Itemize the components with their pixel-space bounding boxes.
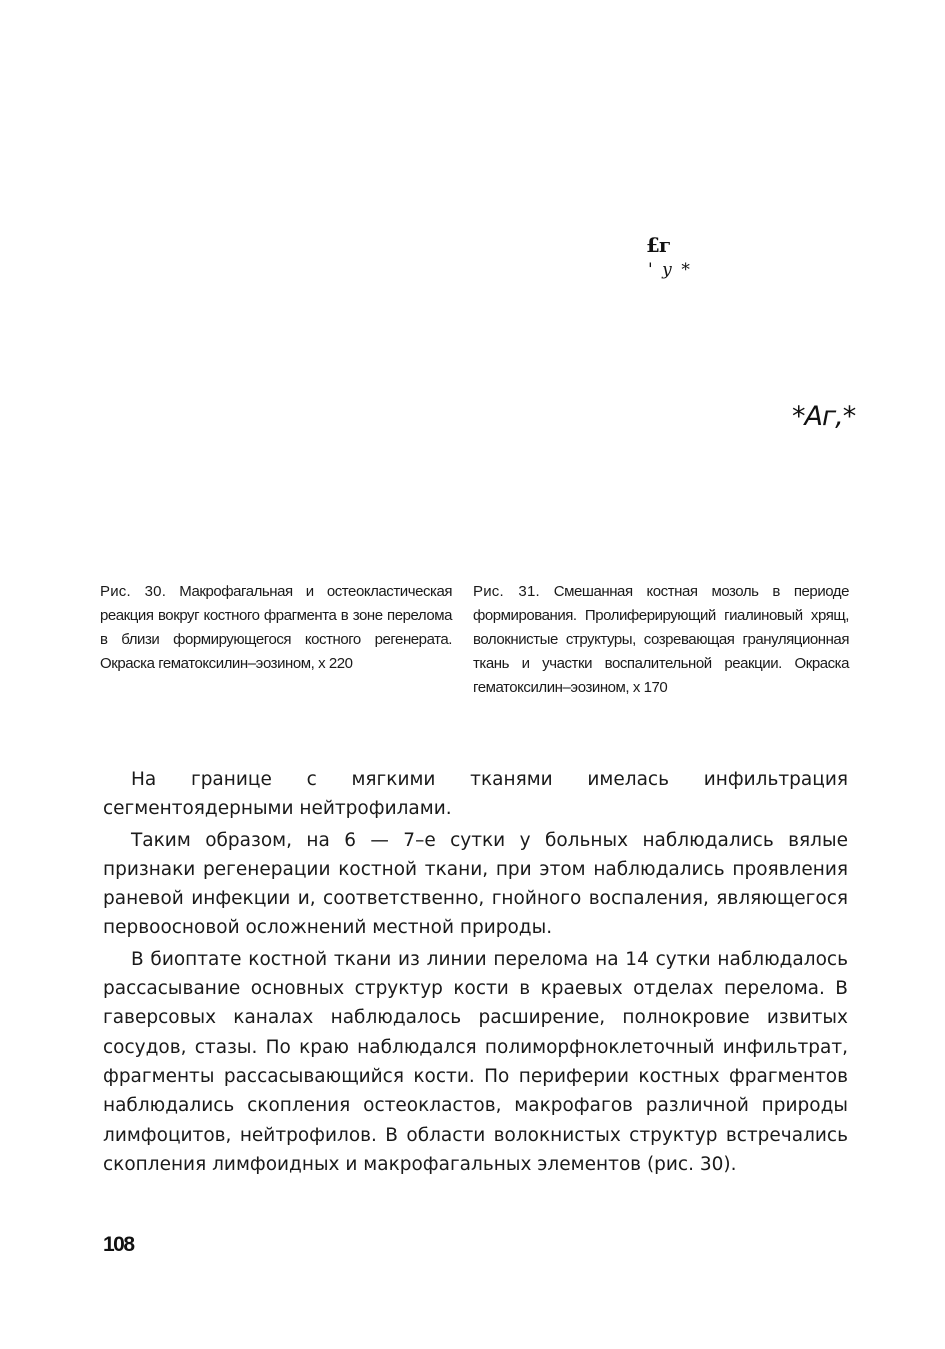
figure-caption-30 [100, 580, 452, 676]
page-number: 108 [103, 1233, 134, 1256]
figure-caption-31 [473, 580, 849, 700]
body-text [103, 765, 848, 1179]
body-paragraph-3: В биоптате костной ткани из линии перелома на 14 сутки наблюдалось рассасывание основных структур кости в краевых отделах перелома. В гаверсовых каналах наблюдалось расширение, полнокровие извитых сосудов, стазы. По краю наблюдался полиморфноклеточный инфильтрат, фрагменты рассасывающийся кости. По периферии костных фрагментов наблюдались скопления остеокластов, макрофагов различной природы лимфоцитов, нейтрофилов. В области волокнистых структур встречались скопления лимфоидных и макрофагальных элементов (рис. 30). [103, 948, 848, 1175]
figure-caption-31-text: Смешанная костная мозоль в периоде формирования. Пролиферирующий гиалиновый хрящ, волокнистые структуры, созревающая грануляционная ткань и участки воспалительной реакции. Окраска гематоксилин–эозином, х 170 [473, 583, 850, 696]
figure-caption-30-label: Рис. 30. [100, 583, 167, 600]
figure-artifact-text-2: ' у * [648, 260, 692, 280]
figure-artifact-text-3: *Аг,* [792, 401, 856, 432]
figure-caption-31-label: Рис. 31. [473, 583, 540, 600]
body-paragraph-1: На границе с мягкими тканями имелась инфильтрация сегментоядерными нейтрофилами. [103, 769, 848, 820]
figure-caption-30-text: Макрофагальная и остеокластическая реакция вокруг костного фрагмента в зоне перелома в близи формирующегося костного регенерата. Окраска гематоксилин–эозином, х 220 [100, 583, 453, 672]
body-paragraph-2: Таким образом, на 6 — 7–е сутки у больных наблюдались вялые признаки регенерации костной ткани, при этом наблюдались проявления раневой инфекции и, соответственно, гнойного воспаления, являющегося первоосновой осложнений местной природы. [103, 829, 848, 939]
figure-artifact-text-1: £г [646, 233, 671, 257]
